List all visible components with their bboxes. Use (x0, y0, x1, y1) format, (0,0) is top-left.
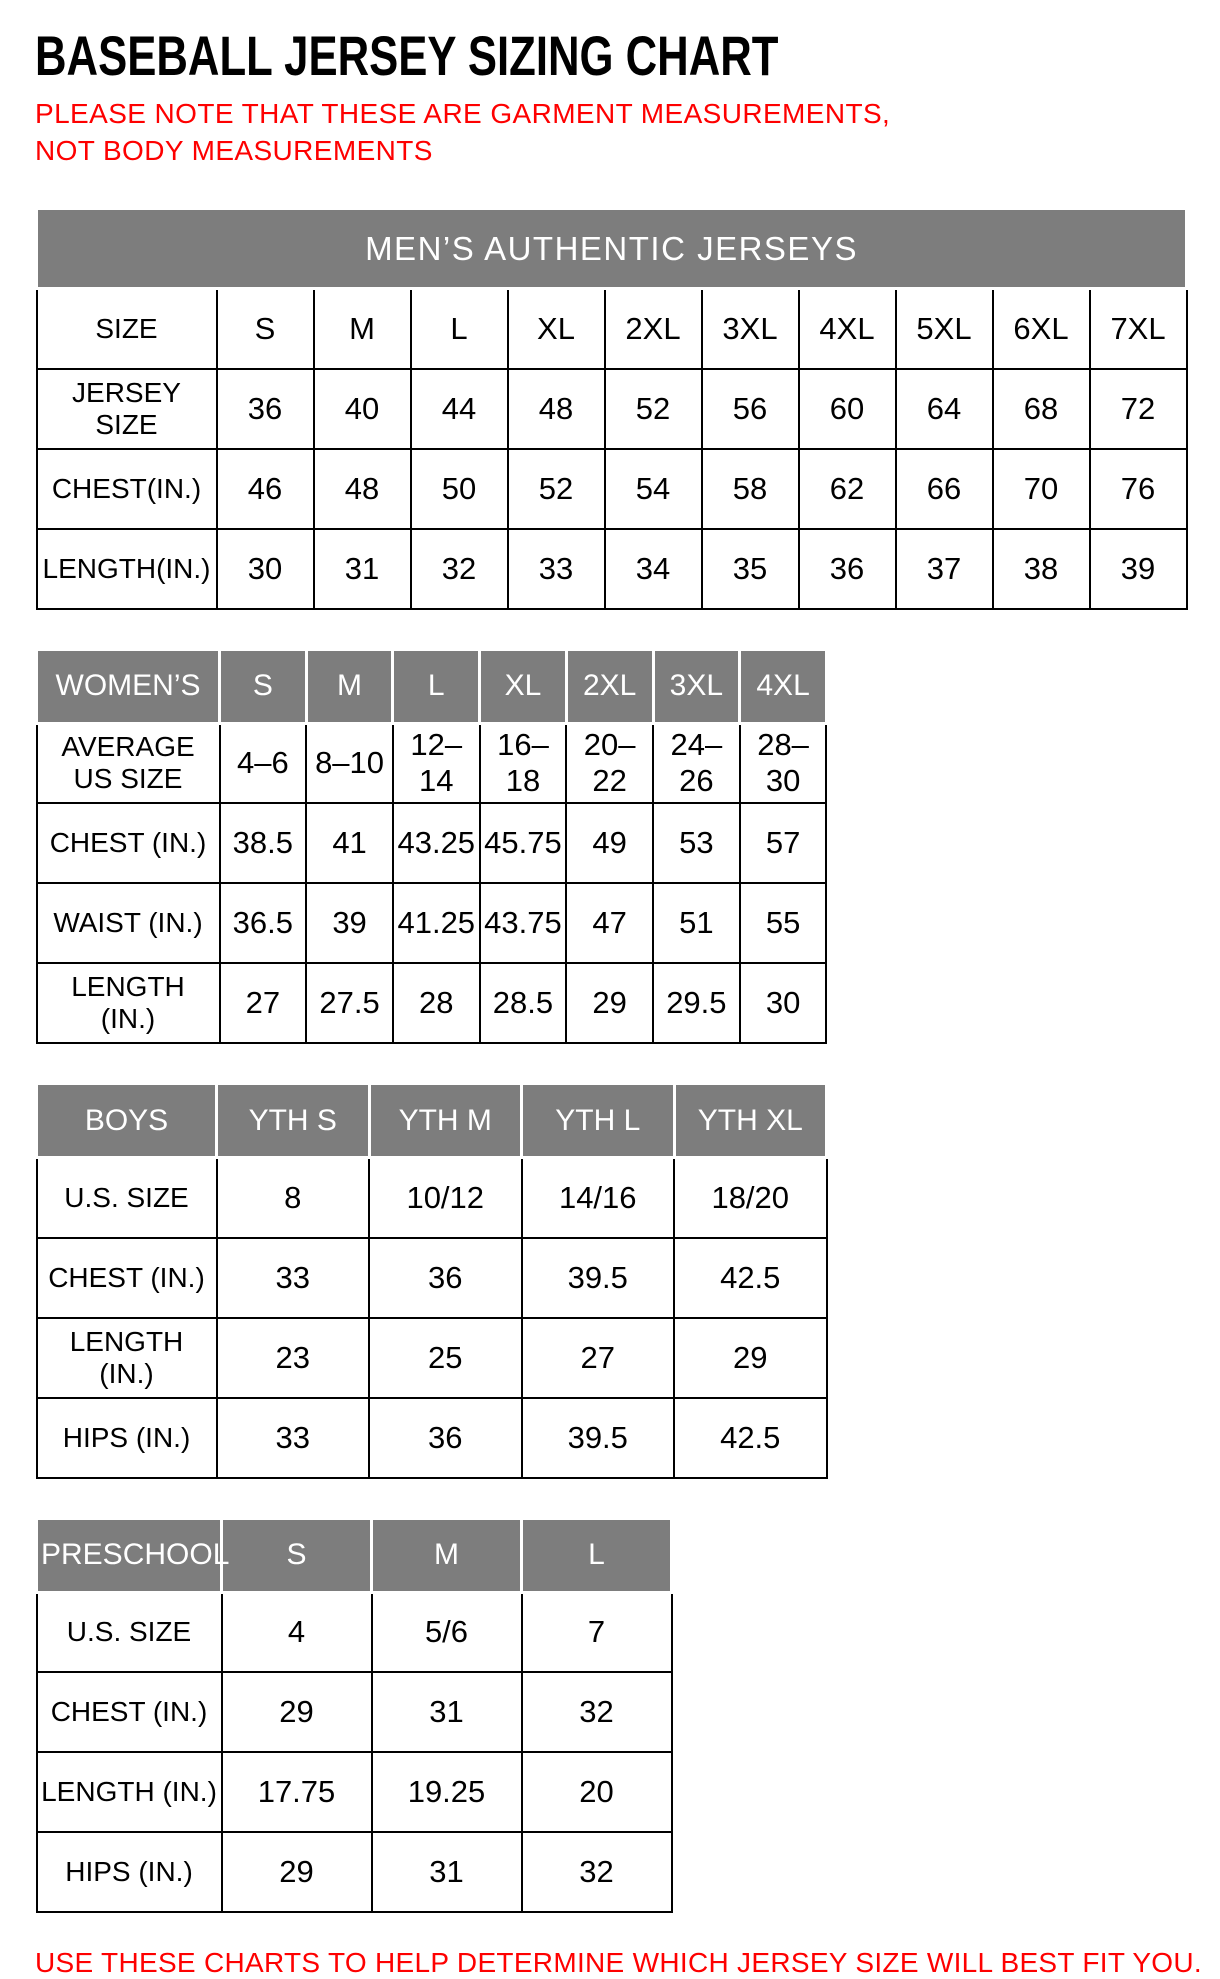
size-header-cell: M (306, 649, 393, 723)
value-cell: 62 (799, 449, 896, 529)
value-cell: 32 (522, 1672, 672, 1752)
value-cell: 36 (799, 529, 896, 609)
row-label: U.S. SIZE (37, 1592, 222, 1672)
value-cell: 36.5 (220, 883, 307, 963)
value-cell: 48 (314, 449, 411, 529)
table-row (37, 1158, 827, 1238)
value-cell: 70 (993, 449, 1090, 529)
table-row (37, 1832, 672, 1912)
value-cell: 8–10 (306, 723, 393, 803)
table-womens (35, 648, 828, 1045)
value-cell: 29 (222, 1672, 372, 1752)
value-cell: 8 (217, 1158, 370, 1238)
value-cell: 17.75 (222, 1752, 372, 1832)
value-cell: 33 (217, 1398, 370, 1478)
value-cell: 46 (217, 449, 314, 529)
table-row (37, 369, 1187, 449)
value-cell: 52 (508, 449, 605, 529)
size-header-cell: YTH XL (674, 1084, 827, 1158)
value-cell: 37 (896, 529, 993, 609)
value-cell: L (411, 289, 508, 369)
row-label: LENGTH (IN.) (37, 963, 220, 1043)
table-row (37, 1592, 672, 1672)
garment-measurements-note: PLEASE NOTE THAT THESE ARE GARMENT MEASUREMENTS, NOT BODY MEASUREMENTS (35, 98, 891, 166)
size-header-cell: L (522, 1518, 672, 1592)
value-cell: 24–26 (653, 723, 740, 803)
value-cell: 31 (372, 1832, 522, 1912)
value-cell: 7 (522, 1592, 672, 1672)
value-cell: 36 (369, 1398, 522, 1478)
value-cell: 41 (306, 803, 393, 883)
value-cell: 36 (217, 369, 314, 449)
value-cell: 39 (1090, 529, 1187, 609)
row-label: U.S. SIZE (37, 1158, 217, 1238)
row-label: CHEST(IN.) (37, 449, 217, 529)
value-cell: 27.5 (306, 963, 393, 1043)
value-cell: 64 (896, 369, 993, 449)
row-label: SIZE (37, 289, 217, 369)
value-cell: 18/20 (674, 1158, 827, 1238)
value-cell: 40 (314, 369, 411, 449)
table-row (37, 1238, 827, 1318)
value-cell: 28–30 (740, 723, 827, 803)
value-cell: 34 (605, 529, 702, 609)
value-cell: 49 (566, 803, 653, 883)
table-header-label: BOYS (37, 1084, 217, 1158)
row-label: LENGTH (IN.) (37, 1318, 217, 1398)
value-cell: 14/16 (522, 1158, 675, 1238)
value-cell: 29 (566, 963, 653, 1043)
value-cell: 20–22 (566, 723, 653, 803)
value-cell: 60 (799, 369, 896, 449)
size-header-cell: XL (480, 649, 567, 723)
size-header-cell: M (372, 1518, 522, 1592)
value-cell: S (217, 289, 314, 369)
row-label: LENGTH (IN.) (37, 1752, 222, 1832)
value-cell: 25 (369, 1318, 522, 1398)
table-boys (35, 1082, 828, 1479)
footer-text: USE THESE CHARTS TO HELP DETERMINE WHICH JERSEY SIZE WILL BEST FIT YOU. (35, 1947, 1202, 1979)
table-row (37, 289, 1187, 369)
value-cell: 39.5 (522, 1398, 675, 1478)
row-label: JERSEY SIZE (37, 369, 217, 449)
value-cell: 4 (222, 1592, 372, 1672)
value-cell: 42.5 (674, 1238, 827, 1318)
value-cell: 41.25 (393, 883, 480, 963)
value-cell: XL (508, 289, 605, 369)
value-cell: 30 (217, 529, 314, 609)
value-cell: 50 (411, 449, 508, 529)
value-cell: 52 (605, 369, 702, 449)
table-header-row (37, 1518, 672, 1592)
value-cell: 53 (653, 803, 740, 883)
table-title-row (37, 209, 1187, 289)
value-cell: 33 (508, 529, 605, 609)
table-row (37, 963, 827, 1043)
table-header-label: WOMEN’S (37, 649, 220, 723)
table-row (37, 1752, 672, 1832)
value-cell: 47 (566, 883, 653, 963)
table-header-row (37, 649, 827, 723)
value-cell: 33 (217, 1238, 370, 1318)
value-cell: 66 (896, 449, 993, 529)
value-cell: 19.25 (372, 1752, 522, 1832)
value-cell: 30 (740, 963, 827, 1043)
value-cell: 4–6 (220, 723, 307, 803)
value-cell: 32 (411, 529, 508, 609)
value-cell: 29 (674, 1318, 827, 1398)
table-row (37, 1398, 827, 1478)
row-label: LENGTH(IN.) (37, 529, 217, 609)
table-header-row (37, 1084, 827, 1158)
row-label: AVERAGE US SIZE (37, 723, 220, 803)
value-cell: 39.5 (522, 1238, 675, 1318)
table-row (37, 723, 827, 803)
row-label: CHEST (IN.) (37, 1672, 222, 1752)
value-cell: 16–18 (480, 723, 567, 803)
size-header-cell: YTH L (522, 1084, 675, 1158)
row-label: WAIST (IN.) (37, 883, 220, 963)
value-cell: 39 (306, 883, 393, 963)
value-cell: M (314, 289, 411, 369)
value-cell: 42.5 (674, 1398, 827, 1478)
value-cell: 5/6 (372, 1592, 522, 1672)
value-cell: 27 (522, 1318, 675, 1398)
value-cell: 56 (702, 369, 799, 449)
value-cell: 43.75 (480, 883, 567, 963)
value-cell: 28.5 (480, 963, 567, 1043)
table-mens (35, 207, 1188, 610)
page-title: BASEBALL JERSEY SIZING CHART (35, 24, 779, 87)
value-cell: 54 (605, 449, 702, 529)
table-row (37, 529, 1187, 609)
table-title: MEN’S AUTHENTIC JERSEYS (37, 209, 1187, 289)
value-cell: 20 (522, 1752, 672, 1832)
value-cell: 55 (740, 883, 827, 963)
value-cell: 4XL (799, 289, 896, 369)
value-cell: 7XL (1090, 289, 1187, 369)
value-cell: 35 (702, 529, 799, 609)
size-header-cell: 4XL (740, 649, 827, 723)
value-cell: 3XL (702, 289, 799, 369)
table-row (37, 1318, 827, 1398)
table-row (37, 883, 827, 963)
value-cell: 10/12 (369, 1158, 522, 1238)
row-label: HIPS (IN.) (37, 1398, 217, 1478)
value-cell: 51 (653, 883, 740, 963)
value-cell: 72 (1090, 369, 1187, 449)
value-cell: 2XL (605, 289, 702, 369)
table-row (37, 449, 1187, 529)
value-cell: 12–14 (393, 723, 480, 803)
table-header-label: PRESCHOOL (37, 1518, 222, 1592)
value-cell: 38 (993, 529, 1090, 609)
size-header-cell: YTH S (217, 1084, 370, 1158)
row-label: CHEST (IN.) (37, 1238, 217, 1318)
value-cell: 31 (314, 529, 411, 609)
value-cell: 27 (220, 963, 307, 1043)
size-header-cell: 2XL (566, 649, 653, 723)
table-row (37, 803, 827, 883)
row-label: HIPS (IN.) (37, 1832, 222, 1912)
value-cell: 45.75 (480, 803, 567, 883)
size-header-cell: S (220, 649, 307, 723)
value-cell: 57 (740, 803, 827, 883)
value-cell: 68 (993, 369, 1090, 449)
size-header-cell: S (222, 1518, 372, 1592)
value-cell: 6XL (993, 289, 1090, 369)
value-cell: 76 (1090, 449, 1187, 529)
table-preschool (35, 1517, 673, 1914)
row-label: CHEST (IN.) (37, 803, 220, 883)
tables-container (35, 207, 1185, 1913)
value-cell: 48 (508, 369, 605, 449)
value-cell: 29 (222, 1832, 372, 1912)
size-header-cell: L (393, 649, 480, 723)
value-cell: 44 (411, 369, 508, 449)
size-header-cell: YTH M (369, 1084, 522, 1158)
value-cell: 43.25 (393, 803, 480, 883)
value-cell: 31 (372, 1672, 522, 1752)
value-cell: 29.5 (653, 963, 740, 1043)
table-row (37, 1672, 672, 1752)
value-cell: 32 (522, 1832, 672, 1912)
size-header-cell: 3XL (653, 649, 740, 723)
value-cell: 38.5 (220, 803, 307, 883)
value-cell: 28 (393, 963, 480, 1043)
value-cell: 5XL (896, 289, 993, 369)
value-cell: 58 (702, 449, 799, 529)
value-cell: 36 (369, 1238, 522, 1318)
value-cell: 23 (217, 1318, 370, 1398)
